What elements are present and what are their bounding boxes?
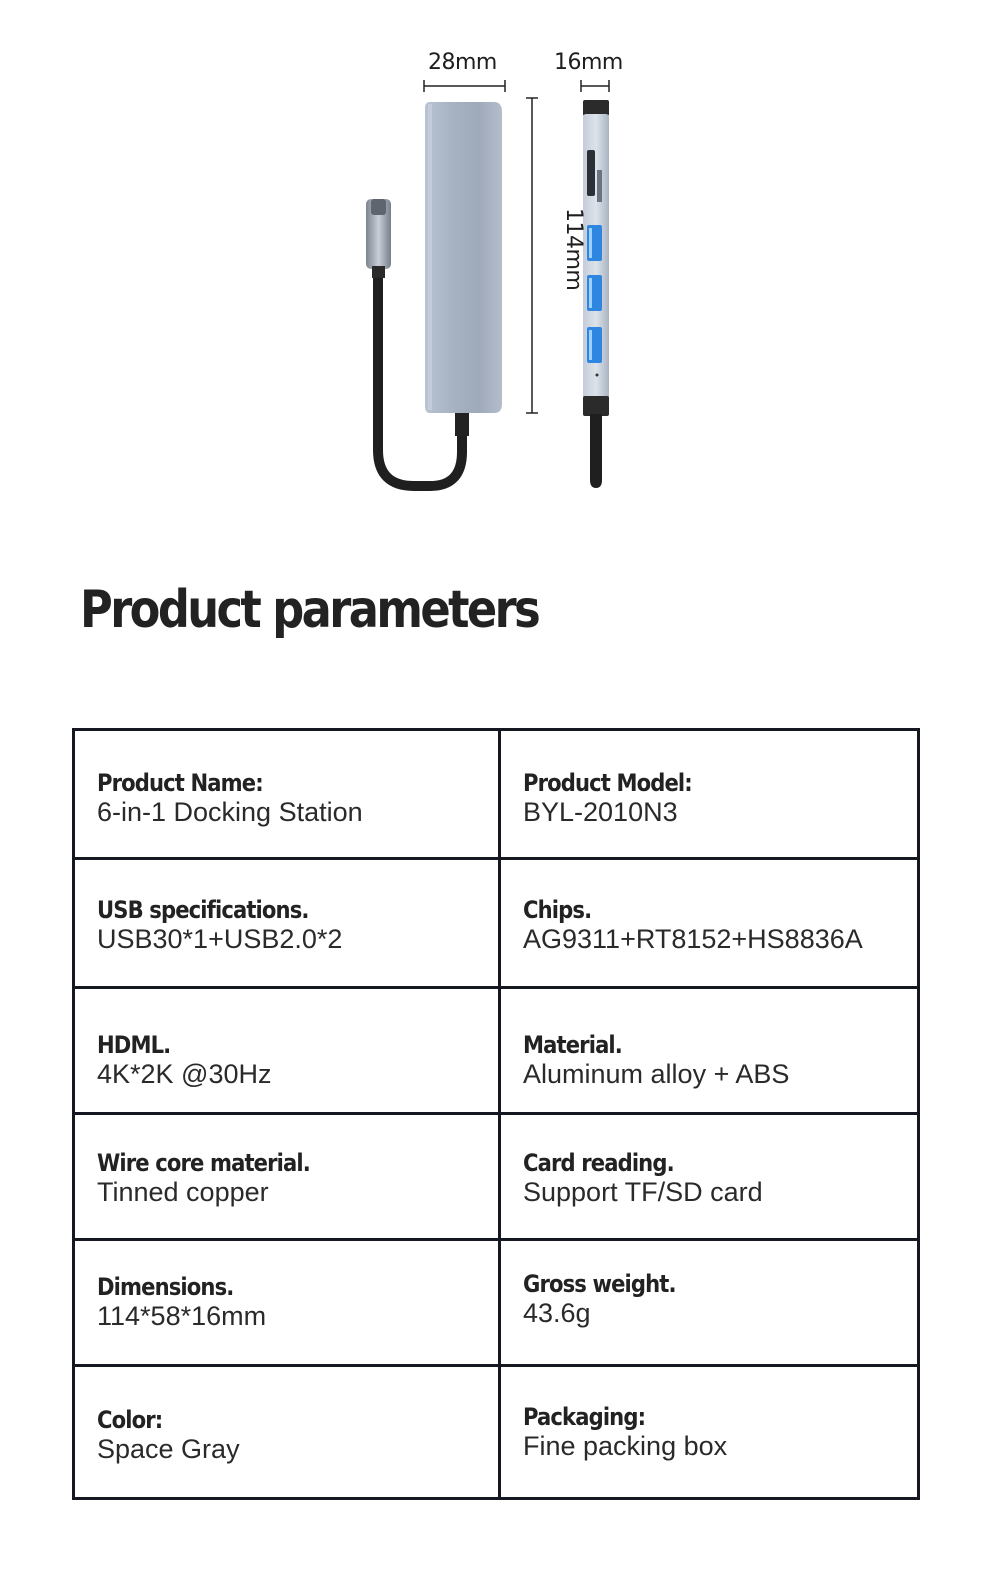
side-bottom-plug	[583, 396, 609, 416]
param-value: Fine packing box	[523, 1431, 728, 1461]
param-cell-chips	[501, 860, 917, 986]
width-dimension-line	[424, 80, 505, 92]
depth-dimension-line	[581, 80, 609, 92]
param-cell-usb-specifications	[75, 860, 498, 986]
param-cell-packaging	[501, 1367, 917, 1497]
param-label: Material.	[523, 1031, 622, 1059]
docking-station-image	[0, 0, 1000, 520]
param-cell-gross-weight	[501, 1241, 917, 1364]
param-label: Gross weight.	[523, 1270, 676, 1298]
length-dimension-line	[526, 98, 538, 413]
param-value: Tinned copper	[97, 1177, 269, 1207]
param-label: Wire core material.	[97, 1149, 310, 1177]
param-label: Product Name:	[97, 769, 263, 797]
product-illustration	[0, 0, 1000, 520]
length-label: 114mm	[561, 208, 586, 291]
length-label-wrapper	[560, 208, 590, 298]
param-value: AG9311+RT8152+HS8836A	[523, 924, 863, 954]
param-label: USB specifications.	[97, 896, 309, 924]
param-value: 6-in-1 Docking Station	[97, 797, 363, 827]
param-label: HDML.	[97, 1031, 171, 1059]
param-value: 43.6g	[523, 1298, 591, 1328]
param-value: USB30*1+USB2.0*2	[97, 924, 343, 954]
param-value: Aluminum alloy + ABS	[523, 1059, 790, 1089]
param-cell-material	[501, 989, 917, 1112]
param-label: Product Model:	[523, 769, 692, 797]
param-cell-dimensions	[75, 1241, 498, 1364]
param-cell-wire-core-material	[75, 1115, 498, 1238]
param-cell-card-reading	[501, 1115, 917, 1238]
depth-label: 16mm	[554, 50, 623, 75]
param-value: 4K*2K @30Hz	[97, 1059, 272, 1089]
param-value: Support TF/SD card	[523, 1177, 763, 1207]
side-top-plug	[583, 100, 609, 116]
param-label: Dimensions.	[97, 1273, 234, 1301]
hub-body-front	[425, 102, 502, 413]
parameters-table	[72, 728, 920, 1500]
param-label: Chips.	[523, 896, 592, 924]
param-value: BYL-2010N3	[523, 797, 678, 827]
param-cell-color	[75, 1367, 498, 1497]
param-cell-product-model	[501, 731, 917, 857]
param-cell-product-name	[75, 731, 498, 857]
section-title: Product parameters	[80, 580, 539, 640]
param-label: Card reading.	[523, 1149, 674, 1177]
param-value: 114*58*16mm	[97, 1301, 267, 1331]
width-label: 28mm	[428, 50, 497, 75]
param-cell-hdmi	[75, 989, 498, 1112]
param-label: Color:	[97, 1406, 163, 1434]
param-label: Packaging:	[523, 1403, 646, 1431]
param-value: Space Gray	[97, 1434, 240, 1464]
